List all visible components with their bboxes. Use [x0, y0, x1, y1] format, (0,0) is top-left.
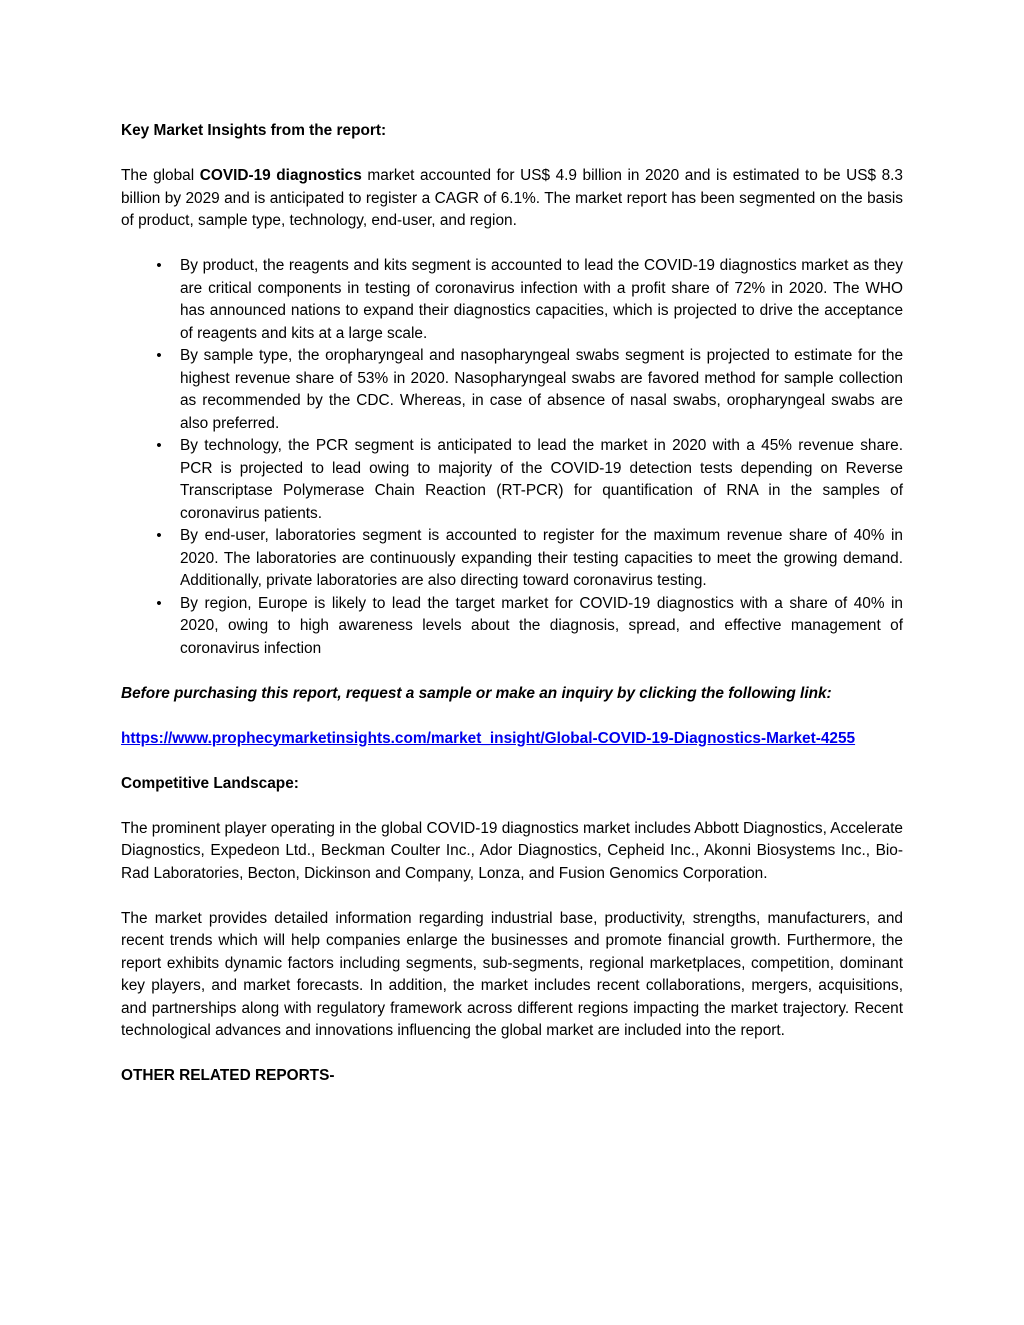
competitive-heading: Competitive Landscape:	[121, 774, 299, 792]
bullet-text: By technology, the PCR segment is anticipated to lead the market in 2020 with a 45% revenue share. PCR is projected to lead owing to majority of the COVID-19 detection tests depending on Reverse Transcriptase Polymerase Chain Reaction (RT-PCR) for quantification of RNA in the samples of coronavirus patients.	[180, 437, 903, 522]
cta-text: Before purchasing this report, request a sample or make an inquiry by clicking the following link:	[121, 684, 832, 702]
intro-paragraph	[121, 165, 903, 233]
spacer	[121, 233, 903, 256]
bullet-icon: •	[156, 437, 162, 454]
related-reports-heading: OTHER RELATED REPORTS-	[121, 1067, 335, 1084]
spacer	[121, 885, 903, 908]
intro-text-before: The global	[121, 167, 200, 184]
bullet-item-region	[121, 593, 903, 661]
spacer	[121, 143, 903, 166]
spacer	[121, 705, 903, 728]
bullet-item-product	[121, 255, 903, 345]
bullet-icon: •	[156, 594, 162, 612]
competitive-paragraph-market: The market provides detailed information regarding industrial base, productivity, strengths, manufacturers, and recent trends which will help companies enlarge the businesses and promote financial growth. Furthermore, the report exhibits dynamic factors including segments, sub-segments, regional marketplaces, competition, dominant key players, and market forecasts. In addition, the market includes recent collaborations, mergers, acquisitions, and partnerships along with regulatory framework across different regions impacting the market trajectory. Recent technological advances and innovations influencing the global market are included into the report.	[121, 909, 903, 1039]
bullet-text: By end-user, laboratories segment is accounted to register for the maximum revenue share of 40% in 2020. The laboratories are continuously expanding their testing capacities to meet the growing demand. Additionally, private laboratories are also directing toward coronavirus testing.	[180, 527, 903, 589]
bullet-icon: •	[156, 347, 162, 364]
bullet-text: By product, the reagents and kits segment is accounted to lead the COVID-19 diagnostics market as they are critical components in testing of coronavirus infection with a profit share of 72% in 2020. The WHO has announced nations to expand their diagnostics capacities, which is projected to drive the acceptance of reagents and kits at a large scale.	[180, 257, 903, 342]
document-page	[121, 120, 903, 1088]
spacer	[121, 1043, 903, 1066]
insights-heading: Key Market Insights from the report:	[121, 122, 387, 139]
bullet-item-end-user	[121, 525, 903, 593]
spacer	[121, 750, 903, 773]
intro-bold-term: COVID-19 diagnostics	[199, 167, 362, 184]
insights-bullet-list	[121, 255, 903, 660]
spacer	[121, 660, 903, 683]
intro-text-after: market accounted for US$ 4.9 billion in 2020 and is estimated to be US$ 8.3 billion by 2029 and is anticipated to register a CAGR of 6.1%. The market report has been segmented on the basis of product, sample type, technology, end-user, and region.	[121, 167, 903, 229]
bullet-item-sample-type	[121, 345, 903, 435]
competitive-paragraph-players: The prominent player operating in the global COVID-19 diagnostics market includes Abbott Diagnostics, Accelerate Diagnostics, Expedeon Ltd., Beckman Coulter Inc., Ador Diagnostics, Cepheid Inc., Akonni Biosystems Inc., Bio-Rad Laboratories, Becton, Dickinson and Company, Lonza, and Fusion Genomics Corporation.	[121, 819, 903, 882]
spacer	[121, 795, 903, 818]
bullet-text: By sample type, the oropharyngeal and nasopharyngeal swabs segment is projected to estimate for the highest revenue share of 53% in 2020. Nasopharyngeal swabs are favored method for sample collection as recommended by the CDC. Whereas, in case of absence of nasal swabs, oropharyngeal swabs are also preferred.	[180, 347, 903, 432]
bullet-text: By region, Europe is likely to lead the target market for COVID-19 diagnostics with a share of 40% in 2020, owing to high awareness levels about the diagnosis, spread, and effective management of coronavirus infection	[180, 594, 903, 657]
report-link[interactable]: https://www.prophecymarketinsights.com/market_insight/Global-COVID-19-Diagnostics-Market-4255	[121, 729, 856, 747]
bullet-icon: •	[156, 257, 162, 274]
bullet-item-technology	[121, 435, 903, 525]
report-link-paragraph	[121, 728, 903, 751]
bullet-icon: •	[156, 527, 162, 544]
